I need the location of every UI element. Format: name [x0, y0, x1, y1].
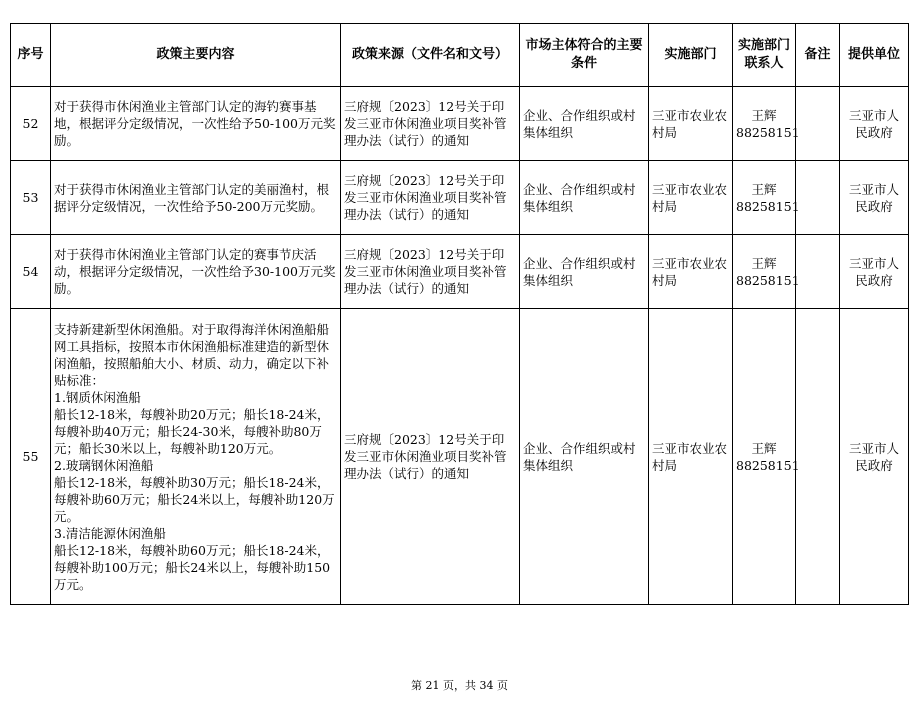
- header-dept: 实施部门: [649, 24, 733, 87]
- table-row: [11, 161, 909, 235]
- cell-condition: 企业、合作组织或村集体组织: [520, 235, 649, 309]
- cell-no: 53: [11, 161, 51, 235]
- contact-phone: 88258151: [736, 198, 800, 214]
- cell-source: 三府规〔2023〕12号关于印发三亚市休闲渔业项目奖补管理办法（试行）的通知: [341, 235, 520, 309]
- cell-contact: [733, 87, 800, 161]
- cell-dept: 三亚市农业农村局: [649, 235, 733, 309]
- header-contact: 实施部门联系人: [733, 24, 796, 87]
- cell-contact: [733, 235, 800, 309]
- cell-dept: 三亚市农业农村局: [649, 309, 733, 605]
- contact-name: 王辉: [751, 440, 777, 456]
- header-note: 备注: [796, 24, 840, 87]
- cell-provider: 三亚市人民政府: [840, 235, 909, 309]
- cell-dept: 三亚市农业农村局: [649, 87, 733, 161]
- contact-name: 王辉: [751, 255, 777, 271]
- cell-condition: 企业、合作组织或村集体组织: [520, 309, 649, 605]
- content-line: 船长12-18米，每艘补助20万元；船长18-24米，每艘补助40万元；船长24-30米，每艘补助80万元；船长30米以上，每艘补助120万元。: [54, 406, 330, 456]
- cell-note: [796, 161, 840, 235]
- header-condition: 市场主体符合的主要条件: [520, 24, 649, 87]
- cell-note: [796, 235, 840, 309]
- header-provider: 提供单位: [840, 24, 909, 87]
- cell-no: 55: [11, 309, 51, 605]
- cell-condition: 企业、合作组织或村集体组织: [520, 161, 649, 235]
- header-no: 序号: [11, 24, 51, 87]
- contact-phone: 88258151: [736, 272, 800, 288]
- cell-content: 对于获得市休闲渔业主管部门认定的赛事节庆活动，根据评分定级情况，一次性给予30-100万元奖励。: [51, 235, 341, 309]
- cell-dept: 三亚市农业农村局: [649, 161, 733, 235]
- content-line: 2.玻璃钢休闲渔船: [54, 457, 154, 473]
- contact-name: 王辉: [751, 181, 777, 197]
- cell-no: 54: [11, 235, 51, 309]
- cell-source: 三府规〔2023〕12号关于印发三亚市休闲渔业项目奖补管理办法（试行）的通知: [341, 161, 520, 235]
- content-line: 支持新建新型休闲渔船。对于取得海洋休闲渔船船网工具指标，按照本市休闲渔船标准建造的新型休闲渔船，按照船舶大小、材质、动力，确定以下补贴标准：: [54, 321, 330, 388]
- cell-source: 三府规〔2023〕12号关于印发三亚市休闲渔业项目奖补管理办法（试行）的通知: [341, 87, 520, 161]
- cell-contact: [733, 309, 800, 605]
- policy-table: [10, 23, 909, 605]
- content-line: 船长12-18米，每艘补助60万元；船长18-24米，每艘补助100万元；船长24米以上，每艘补助150万元。: [54, 542, 331, 592]
- table-row: [11, 309, 909, 605]
- contact-name: 王辉: [751, 107, 777, 123]
- header-source: 政策来源（文件名和文号）: [341, 24, 520, 87]
- contact-phone: 88258151: [736, 457, 800, 473]
- cell-source: 三府规〔2023〕12号关于印发三亚市休闲渔业项目奖补管理办法（试行）的通知: [341, 309, 520, 605]
- content-line: 1.钢质休闲渔船: [54, 389, 141, 405]
- cell-provider: 三亚市人民政府: [840, 161, 909, 235]
- cell-no: 52: [11, 87, 51, 161]
- cell-condition: 企业、合作组织或村集体组织: [520, 87, 649, 161]
- cell-content: 对于获得市休闲渔业主管部门认定的海钓赛事基地，根据评分定级情况，一次性给予50-100万元奖励。: [51, 87, 341, 161]
- table-header-row: [11, 24, 909, 87]
- page-footer: 第 21 页，共 34 页: [411, 679, 508, 692]
- cell-contact: [733, 161, 800, 235]
- table-row: [11, 235, 909, 309]
- contact-phone: 88258151: [736, 124, 800, 140]
- cell-note: [796, 87, 840, 161]
- cell-note: [796, 309, 840, 605]
- cell-provider: 三亚市人民政府: [840, 87, 909, 161]
- cell-content: [51, 309, 341, 605]
- content-line: 3.清洁能源休闲渔船: [54, 525, 166, 541]
- cell-content: 对于获得市休闲渔业主管部门认定的美丽渔村，根据评分定级情况，一次性给予50-200万元奖励。: [51, 161, 341, 235]
- content-line: 船长12-18米，每艘补助30万元；船长18-24米，每艘补助60万元；船长24米以上，每艘补助120万元。: [54, 474, 335, 524]
- cell-provider: 三亚市人民政府: [840, 309, 909, 605]
- table-row: [11, 87, 909, 161]
- header-content: 政策主要内容: [51, 24, 341, 87]
